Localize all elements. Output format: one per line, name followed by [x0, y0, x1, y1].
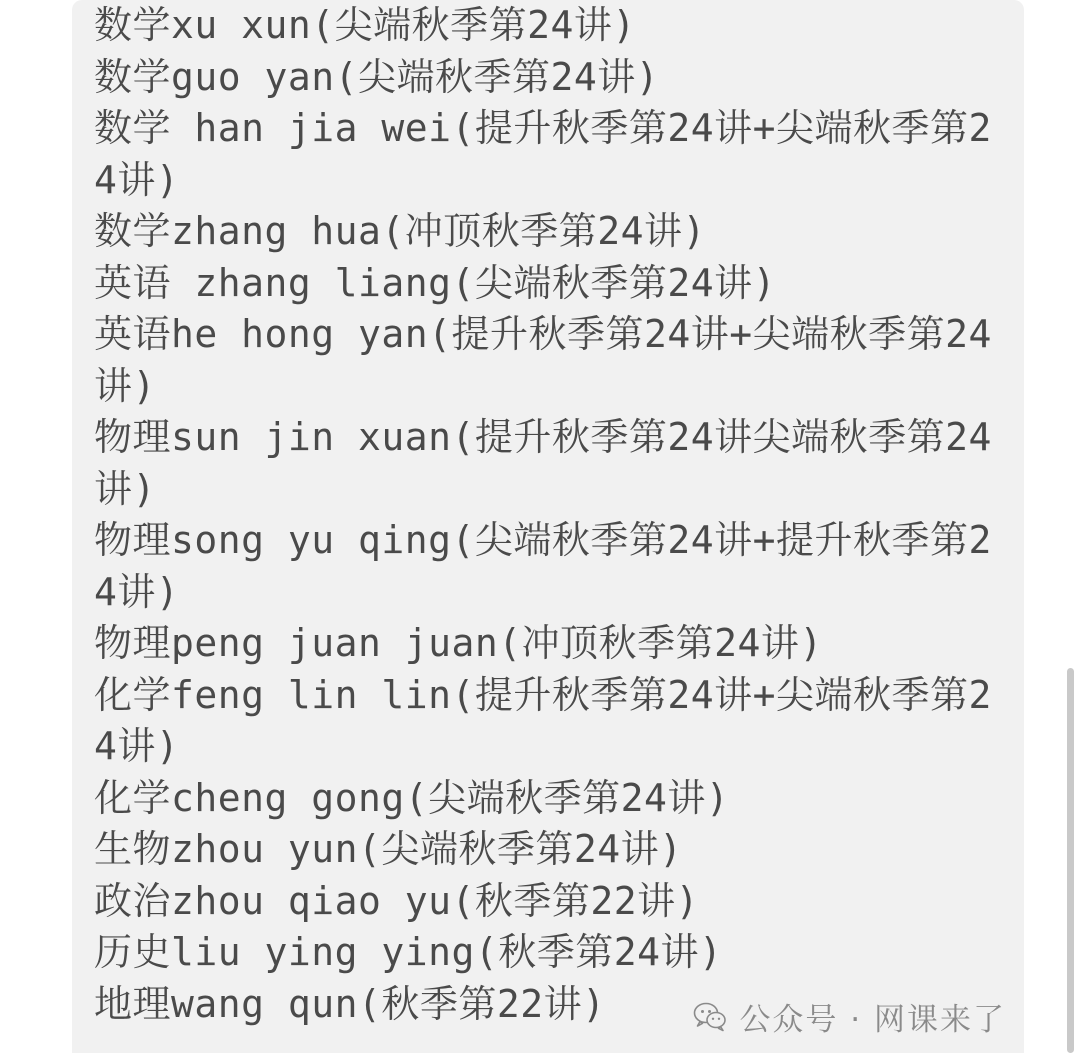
scrollbar-thumb[interactable] — [1067, 668, 1074, 1053]
message-text-list — [94, 0, 1002, 1030]
message-line: 数学guo yan(尖端秋季第24讲) — [94, 54, 660, 99]
message-line: 数学 han jia wei(提升秋季第24讲+尖端秋季第24讲) — [94, 106, 992, 202]
message-line: 数学zhang hua(冲顶秋季第24讲) — [94, 209, 706, 253]
message-bubble — [72, 0, 1024, 1053]
message-line: 生物zhou yun(尖端秋季第24讲) — [94, 827, 683, 871]
message-line: 物理song yu qing(尖端秋季第24讲+提升秋季第24讲) — [94, 518, 992, 614]
message-line: 历史liu ying ying(秋季第24讲) — [94, 930, 723, 974]
watermark — [693, 994, 1006, 1039]
wechat-icon — [693, 1000, 727, 1034]
message-line: 化学feng lin lin(提升秋季第24讲+尖端秋季第24讲) — [94, 672, 992, 768]
message-line: 物理sun jin xuan(提升秋季第24讲尖端秋季第24讲) — [94, 415, 992, 511]
message-line: 物理peng juan juan(冲顶秋季第24讲) — [94, 621, 823, 665]
watermark-label: 公众号 · 网课来了 — [739, 1002, 1006, 1038]
message-line: 政治zhou qiao yu(秋季第22讲) — [94, 878, 700, 923]
message-line: 英语he hong yan(提升秋季第24讲+尖端秋季第24讲) — [94, 312, 992, 408]
message-line: 化学cheng gong(尖端秋季第24讲) — [94, 775, 730, 820]
message-line: 地理wang qun(秋季第22讲) — [94, 981, 606, 1026]
message-line: 数学xu xun(尖端秋季第24讲) — [94, 3, 636, 47]
message-line: 英语 zhang liang(尖端秋季第24讲) — [94, 260, 777, 305]
